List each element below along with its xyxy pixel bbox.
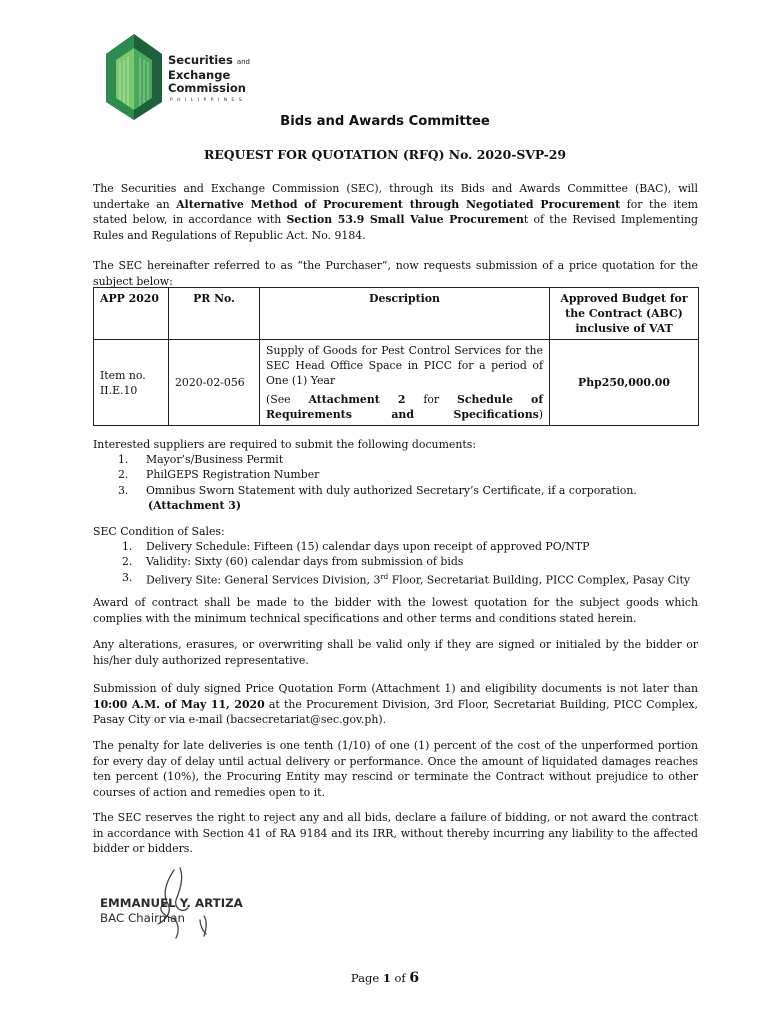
list-item-number: 2. xyxy=(118,468,129,482)
note-attachment: Attachment 2 xyxy=(308,393,406,406)
reserve-paragraph: The SEC reserves the right to reject any and all bids, declare a failure of bidding, or not award the contract in accordance with Section 41 of RA 9184 and its IRR, without thereby incurring any liability to the affected bidder or bidders. xyxy=(93,811,698,855)
table-row xyxy=(94,340,699,426)
logo-word-and: and xyxy=(236,58,250,66)
header-description: Description xyxy=(260,288,550,340)
rfq-item-table xyxy=(93,287,699,426)
sec-logo-icon xyxy=(104,32,164,122)
note-for: for xyxy=(405,393,457,406)
list-item-text: PhilGEPS Registration Number xyxy=(146,468,320,482)
intro-paragraph xyxy=(93,181,698,243)
logo-word-securities: Securities xyxy=(168,53,233,67)
submission-paragraph xyxy=(93,681,698,728)
list-item-text: Delivery Site: General Services Division, 3 xyxy=(146,573,381,587)
list-item-text-2: Floor, Secretariat Building, PICC Complex, Pasay City xyxy=(388,573,690,587)
logo-word-exchange: Exchange xyxy=(168,68,231,82)
description-note-line xyxy=(266,392,543,422)
page-total: 6 xyxy=(409,970,420,986)
header-app: APP 2020 xyxy=(94,288,169,340)
list-item xyxy=(122,570,702,588)
table-header-row xyxy=(94,288,699,340)
page-number xyxy=(0,970,770,986)
list-item-number: 1. xyxy=(118,453,129,466)
logo-wordmark xyxy=(168,54,250,95)
cell-description xyxy=(260,340,550,426)
submission-text-2: at the Procurement Division, 3rd Floor, Secretariat Building, PICC Complex, Pasay City or via e-mail (bacsecretariat@sec.gov.ph). xyxy=(93,697,698,726)
header-pr-no: PR No. xyxy=(169,288,260,340)
intro-text-3: t of the Revised Implementing Rules and Regulations of Republic Act. No. 9184. xyxy=(93,213,699,242)
cell-item-no: Item no. II.E.10 xyxy=(94,340,169,426)
logo-word-commission: Commission xyxy=(168,81,246,95)
list-item-text: Validity: Sixty (60) calendar days from submission of bids xyxy=(146,555,464,569)
conditions-intro: SEC Condition of Sales: xyxy=(93,525,225,538)
list-item xyxy=(122,539,702,554)
list-item-text: Delivery Schedule: Fifteen (15) calendar days upon receipt of approved PO/NTP xyxy=(146,540,590,553)
intro-text-1: The Securities and Exchange Commission (SEC), through its Bids and Awards Committee (BAC), will undertake an xyxy=(93,182,698,211)
intro-text-2: for the item stated below, in accordance with xyxy=(93,197,699,226)
signatory-title: BAC Chairman xyxy=(100,911,186,925)
committee-heading: Bids and Awards Committee xyxy=(280,114,490,129)
logo-subtitle: PHILIPPINES xyxy=(170,98,247,103)
page-of: of xyxy=(390,971,410,985)
description-text: Supply of Goods for Pest Control Services for the SEC Head Office Space in PICC for a period of One (1) Year xyxy=(266,344,543,387)
list-item-number: 2. xyxy=(122,555,133,569)
list-item xyxy=(122,554,702,569)
documents-intro: Interested suppliers are required to submit the following documents: xyxy=(93,438,476,451)
list-item-text: Mayor’s/Business Permit xyxy=(146,453,284,466)
conditions-list xyxy=(122,539,702,588)
submission-deadline: 10:00 A.M. of May 11, 2020 xyxy=(93,697,265,711)
cell-pr-no: 2020-02-056 xyxy=(169,340,260,426)
list-item-text: Omnibus Sworn Statement with duly authorized Secretary’s Certificate, if a corporation. xyxy=(146,483,637,497)
purchaser-paragraph: The SEC hereinafter referred to as “the Purchaser”, now requests submission of a price quotation for the subject below: xyxy=(93,259,698,288)
submission-text-1: Submission of duly signed Price Quotation Form (Attachment 1) and eligibility documents is not later than xyxy=(93,682,698,695)
award-paragraph: Award of contract shall be made to the bidder with the lowest quotation for the subject goods which complies with the minimum technical specifications and other terms and conditions stated herein. xyxy=(93,596,698,625)
header-abc: Approved Budget for the Contract (ABC) inclusive of VAT xyxy=(550,288,699,340)
attachment-note: (Attachment 3) xyxy=(148,498,242,512)
page-current: 1 xyxy=(382,971,391,985)
list-item-number: 1. xyxy=(122,540,133,553)
cell-abc: Php250,000.00 xyxy=(550,340,699,426)
list-item xyxy=(118,467,698,482)
list-item-number: 3. xyxy=(122,570,133,584)
signatory-name: EMMANUEL Y. ARTIZA xyxy=(100,896,243,910)
superscript-rd: rd xyxy=(380,572,389,581)
list-item-number: 3. xyxy=(118,483,129,497)
intro-bold-2: Section 53.9 Small Value Procuremen xyxy=(286,213,524,226)
alterations-paragraph: Any alterations, erasures, or overwriting shall be valid only if they are signed or initialed by the bidder or his/her duly authorized representative. xyxy=(93,638,698,667)
note-see: (See xyxy=(266,393,309,406)
list-item xyxy=(118,483,698,498)
documents-list xyxy=(118,452,698,513)
penalty-paragraph: The penalty for late deliveries is one tenth (1/10) of one (1) percent of the cost of the unperformed portion for every day of delay until actual delivery or performance. Once the amount of liquidated damages reaches ten percent (10%), the Procuring Entity may rescind or terminate the Contract without prejudice to other courses of action and remedies open to it. xyxy=(93,739,698,799)
note-close: ) xyxy=(538,408,543,421)
list-item xyxy=(118,452,698,467)
rfq-title: REQUEST FOR QUOTATION (RFQ) No. 2020-SVP-29 xyxy=(204,147,566,162)
page-label: Page xyxy=(350,971,383,985)
intro-bold-1: Alternative Method of Procurement through Negotiated Procurement xyxy=(176,197,621,211)
note-schedule: Schedule of Requirements and Specifications xyxy=(266,393,544,421)
sec-logo xyxy=(104,32,264,122)
